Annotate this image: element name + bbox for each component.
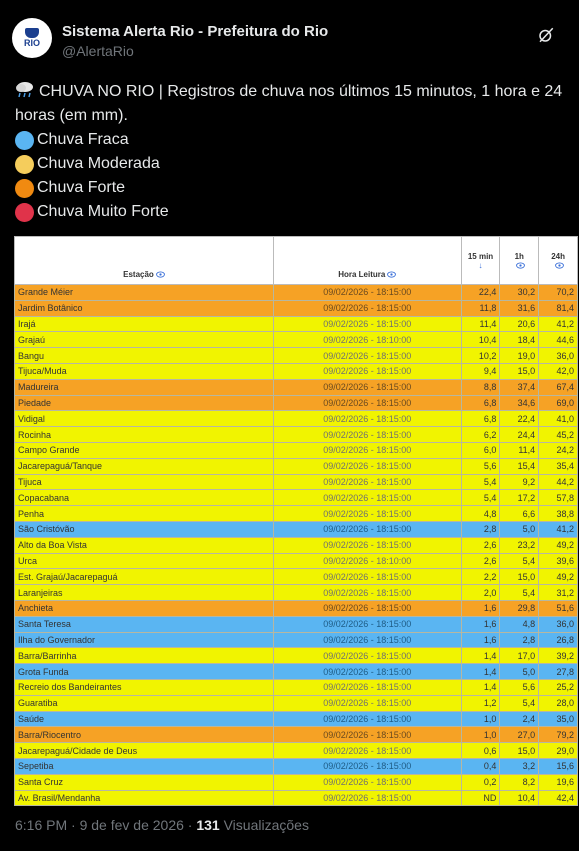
cell-hora: 09/02/2026 - 18:15:00 (273, 585, 461, 601)
legend-label: Chuva Muito Forte (37, 203, 169, 220)
author-handle[interactable]: @AlertaRio (62, 43, 134, 59)
table-row (15, 711, 578, 727)
cell-15min: 6,8 (461, 395, 500, 411)
alerta-rio-logo (18, 24, 46, 52)
author-block (62, 23, 328, 59)
cell-15min: 2,6 (461, 537, 500, 553)
table-row (15, 395, 578, 411)
table-row (15, 553, 578, 569)
cell-estacao: Campo Grande (15, 442, 274, 458)
cell-15min: 1,6 (461, 600, 500, 616)
table-row (15, 727, 578, 743)
cell-estacao: Jacarepaguá/Cidade de Deus (15, 743, 274, 759)
cell-15min: 1,6 (461, 616, 500, 632)
cell-hora: 09/02/2026 - 18:15:00 (273, 790, 461, 806)
cell-1h: 5,6 (500, 679, 539, 695)
cell-1h: 15,0 (500, 363, 539, 379)
table-row (15, 664, 578, 680)
cell-24h: 41,2 (539, 316, 578, 332)
cell-15min: 1,4 (461, 648, 500, 664)
cell-hora: 09/02/2026 - 18:15:00 (273, 727, 461, 743)
table-row (15, 585, 578, 601)
table-row (15, 285, 578, 301)
table-row (15, 774, 578, 790)
cell-hora: 09/02/2026 - 18:15:00 (273, 506, 461, 522)
cell-15min: 0,6 (461, 743, 500, 759)
cell-estacao: Anchieta (15, 600, 274, 616)
cell-24h: 35,4 (539, 458, 578, 474)
tweet-header (12, 18, 567, 68)
cell-15min: 4,8 (461, 506, 500, 522)
cell-24h: 24,2 (539, 442, 578, 458)
cell-15min: 2,6 (461, 553, 500, 569)
cell-24h: 26,8 (539, 632, 578, 648)
cell-estacao: Barra/Barrinha (15, 648, 274, 664)
cell-24h: 39,2 (539, 648, 578, 664)
cell-24h: 39,6 (539, 553, 578, 569)
cell-hora: 09/02/2026 - 18:15:00 (273, 616, 461, 632)
cell-1h: 19,0 (500, 348, 539, 364)
cell-24h: 51,6 (539, 600, 578, 616)
table-row (15, 616, 578, 632)
tweet-body (15, 80, 569, 128)
cell-hora: 09/02/2026 - 18:15:00 (273, 521, 461, 537)
table-row (15, 332, 578, 348)
table-row (15, 679, 578, 695)
avatar-logo-text: RIO (23, 38, 40, 48)
cell-15min: 6,0 (461, 442, 500, 458)
table-row (15, 379, 578, 395)
cell-1h: 10,4 (500, 790, 539, 806)
cell-hora: 09/02/2026 - 18:15:00 (273, 379, 461, 395)
cell-24h: 36,0 (539, 348, 578, 364)
table-row (15, 348, 578, 364)
cell-1h: 34,6 (500, 395, 539, 411)
cell-15min: 6,8 (461, 411, 500, 427)
cell-15min: 1,0 (461, 727, 500, 743)
cell-1h: 15,0 (500, 743, 539, 759)
cell-24h: 69,0 (539, 395, 578, 411)
cell-15min: 5,4 (461, 490, 500, 506)
table-row (15, 790, 578, 806)
cell-15min: 10,2 (461, 348, 500, 364)
cell-15min: 5,6 (461, 458, 500, 474)
cell-estacao: Av. Brasil/Mendanha (15, 790, 274, 806)
table-row (15, 648, 578, 664)
table-row (15, 521, 578, 537)
cell-1h: 20,6 (500, 316, 539, 332)
cell-estacao: Guaratiba (15, 695, 274, 711)
cell-hora: 09/02/2026 - 18:15:00 (273, 427, 461, 443)
cell-15min: 5,4 (461, 474, 500, 490)
cell-hora: 09/02/2026 - 18:15:00 (273, 679, 461, 695)
cell-24h: 70,2 (539, 285, 578, 301)
cell-estacao: Sepetiba (15, 758, 274, 774)
rain-table-body (15, 285, 578, 806)
cell-estacao: Ilha do Governador (15, 632, 274, 648)
cell-estacao: Copacabana (15, 490, 274, 506)
cell-1h: 24,4 (500, 427, 539, 443)
cell-1h: 2,8 (500, 632, 539, 648)
cell-hora: 09/02/2026 - 18:15:00 (273, 711, 461, 727)
cell-estacao: Saúde (15, 711, 274, 727)
cell-hora: 09/02/2026 - 18:15:00 (273, 285, 461, 301)
cell-estacao: Penha (15, 506, 274, 522)
legend-list (15, 128, 569, 224)
cell-1h: 18,4 (500, 332, 539, 348)
cell-estacao: Madureira (15, 379, 274, 395)
legend-dot-icon (15, 155, 34, 174)
cell-hora: 09/02/2026 - 18:15:00 (273, 600, 461, 616)
cell-hora: 09/02/2026 - 18:15:00 (273, 743, 461, 759)
header-15min[interactable] (461, 237, 500, 285)
cell-15min: 0,4 (461, 758, 500, 774)
table-row (15, 569, 578, 585)
cell-15min: 6,2 (461, 427, 500, 443)
table-row (15, 442, 578, 458)
cell-estacao: Barra/Riocentro (15, 727, 274, 743)
cell-1h: 2,4 (500, 711, 539, 727)
legend-item (15, 200, 569, 224)
table-row (15, 506, 578, 522)
cell-hora: 09/02/2026 - 18:15:00 (273, 648, 461, 664)
table-row (15, 490, 578, 506)
cell-15min: 1,0 (461, 711, 500, 727)
table-row (15, 537, 578, 553)
cell-estacao: Irajá (15, 316, 274, 332)
header-1h[interactable] (500, 237, 539, 285)
legend-label: Chuva Moderada (37, 155, 160, 172)
cell-estacao: Grota Funda (15, 664, 274, 680)
views-label: Visualizações (219, 817, 309, 833)
cell-15min: 8,8 (461, 379, 500, 395)
cell-hora: 09/02/2026 - 18:15:00 (273, 458, 461, 474)
cell-15min: 22,4 (461, 285, 500, 301)
cell-24h: 79,2 (539, 727, 578, 743)
table-row (15, 758, 578, 774)
cell-1h: 6,6 (500, 506, 539, 522)
header-24h[interactable] (539, 237, 578, 285)
cell-1h: 27,0 (500, 727, 539, 743)
cell-15min: 1,4 (461, 664, 500, 680)
cell-15min: 2,2 (461, 569, 500, 585)
cell-24h: 25,2 (539, 679, 578, 695)
cell-15min: 1,2 (461, 695, 500, 711)
cell-15min: 0,2 (461, 774, 500, 790)
legend-item (15, 128, 569, 152)
cell-estacao: Est. Grajaú/Jacarepaguá (15, 569, 274, 585)
cell-estacao: Tijuca/Muda (15, 363, 274, 379)
cell-24h: 41,0 (539, 411, 578, 427)
cell-1h: 15,0 (500, 569, 539, 585)
views-count: 131 (196, 817, 220, 833)
cell-1h: 17,0 (500, 648, 539, 664)
cell-24h: 38,8 (539, 506, 578, 522)
cell-estacao: Laranjeiras (15, 585, 274, 601)
sort-eye-icon[interactable] (555, 262, 564, 269)
header-hora-label: Hora Leitura (338, 270, 386, 279)
cell-estacao: Jardim Botânico (15, 300, 274, 316)
cell-hora: 09/02/2026 - 18:10:00 (273, 553, 461, 569)
cell-estacao: Santa Cruz (15, 774, 274, 790)
avatar[interactable] (12, 18, 52, 58)
table-row (15, 695, 578, 711)
cell-estacao: Grajaú (15, 332, 274, 348)
cell-24h: 45,2 (539, 427, 578, 443)
table-row (15, 300, 578, 316)
cell-1h: 5,4 (500, 553, 539, 569)
header-15min-label: 15 min (467, 251, 494, 261)
cell-24h: 29,0 (539, 743, 578, 759)
cell-24h: 42,0 (539, 363, 578, 379)
cell-1h: 31,6 (500, 300, 539, 316)
legend-item (15, 152, 569, 176)
cell-1h: 29,8 (500, 600, 539, 616)
crest-shape (25, 28, 39, 38)
cell-1h: 37,4 (500, 379, 539, 395)
legend-dot-icon (15, 179, 34, 198)
cell-24h: 15,6 (539, 758, 578, 774)
cell-hora: 09/02/2026 - 18:15:00 (273, 490, 461, 506)
cell-1h: 8,2 (500, 774, 539, 790)
cell-hora: 09/02/2026 - 18:15:00 (273, 664, 461, 680)
cell-hora: 09/02/2026 - 18:15:00 (273, 758, 461, 774)
cell-15min: 11,4 (461, 316, 500, 332)
header-1h-label: 1h (514, 251, 524, 261)
cell-estacao: Tijuca (15, 474, 274, 490)
cell-hora: 09/02/2026 - 18:15:00 (273, 774, 461, 790)
cell-estacao: Urca (15, 553, 274, 569)
table-header-row (15, 237, 578, 285)
legend-item (15, 176, 569, 200)
cell-24h: 44,2 (539, 474, 578, 490)
cell-15min: 1,4 (461, 679, 500, 695)
cell-estacao: Recreio dos Bandeirantes (15, 679, 274, 695)
cell-hora: 09/02/2026 - 18:15:00 (273, 316, 461, 332)
cell-24h: 27,8 (539, 664, 578, 680)
cell-estacao: Jacarepaguá/Tanque (15, 458, 274, 474)
timestamp[interactable]: 6:16 PM · 9 de fev de 2026 · (15, 817, 197, 833)
sort-down-arrow-icon[interactable]: ↓ (478, 260, 483, 270)
cell-hora: 09/02/2026 - 18:15:00 (273, 569, 461, 585)
cell-estacao: Santa Teresa (15, 616, 274, 632)
cell-24h: 28,0 (539, 695, 578, 711)
cell-hora: 09/02/2026 - 18:15:00 (273, 300, 461, 316)
cell-15min: 2,8 (461, 521, 500, 537)
table-row (15, 411, 578, 427)
cell-1h: 15,4 (500, 458, 539, 474)
cell-estacao: Alto da Boa Vista (15, 537, 274, 553)
table-row (15, 632, 578, 648)
legend-dot-icon (15, 203, 34, 222)
legend-label: Chuva Forte (37, 179, 126, 196)
cell-1h: 22,4 (500, 411, 539, 427)
table-row (15, 458, 578, 474)
sort-eye-icon[interactable] (156, 271, 165, 278)
cell-15min: 9,4 (461, 363, 500, 379)
rain-cloud-icon (15, 81, 35, 99)
table-row (15, 474, 578, 490)
table-row (15, 316, 578, 332)
cell-hora: 09/02/2026 - 18:15:00 (273, 695, 461, 711)
cell-hora: 09/02/2026 - 18:15:00 (273, 348, 461, 364)
cell-estacao: São Cristóvão (15, 521, 274, 537)
tweet-text (15, 80, 569, 224)
header-estacao[interactable] (15, 237, 274, 285)
header-24h-label: 24h (551, 251, 565, 261)
cell-hora: 09/02/2026 - 18:15:00 (273, 632, 461, 648)
cell-hora: 09/02/2026 - 18:10:00 (273, 332, 461, 348)
cell-24h: 49,2 (539, 537, 578, 553)
cell-hora: 09/02/2026 - 18:15:00 (273, 395, 461, 411)
rain-table-image[interactable] (14, 236, 577, 803)
cell-24h: 49,2 (539, 569, 578, 585)
cell-hora: 09/02/2026 - 18:15:00 (273, 363, 461, 379)
legend-dot-icon (15, 131, 34, 150)
author-name[interactable]: Sistema Alerta Rio - Prefeitura do Rio (62, 23, 329, 40)
cell-estacao: Rocinha (15, 427, 274, 443)
cell-24h: 81,4 (539, 300, 578, 316)
cell-24h: 42,4 (539, 790, 578, 806)
rain-table (14, 236, 578, 806)
cell-15min: 1,6 (461, 632, 500, 648)
cell-estacao: Piedade (15, 395, 274, 411)
cell-hora: 09/02/2026 - 18:15:00 (273, 442, 461, 458)
cell-24h: 36,0 (539, 616, 578, 632)
cell-hora: 09/02/2026 - 18:15:00 (273, 411, 461, 427)
header-hora[interactable] (273, 237, 461, 285)
header-estacao-label: Estação (123, 270, 154, 279)
cell-1h: 5,4 (500, 695, 539, 711)
cell-15min: 10,4 (461, 332, 500, 348)
cell-hora: 09/02/2026 - 18:15:00 (273, 474, 461, 490)
cell-1h: 23,2 (500, 537, 539, 553)
cell-1h: 5,0 (500, 521, 539, 537)
cell-estacao: Bangu (15, 348, 274, 364)
cell-1h: 3,2 (500, 758, 539, 774)
table-row (15, 600, 578, 616)
sort-eye-icon[interactable] (387, 271, 396, 278)
cell-1h: 30,2 (500, 285, 539, 301)
table-row (15, 363, 578, 379)
cell-estacao: Vidigal (15, 411, 274, 427)
cell-24h: 67,4 (539, 379, 578, 395)
grok-icon[interactable] (537, 26, 555, 44)
cell-15min: 11,8 (461, 300, 500, 316)
cell-1h: 5,0 (500, 664, 539, 680)
legend-label: Chuva Fraca (37, 131, 129, 148)
cell-15min: ND (461, 790, 500, 806)
cell-1h: 9,2 (500, 474, 539, 490)
tweet-footer (15, 817, 309, 833)
cell-1h: 5,4 (500, 585, 539, 601)
cell-hora: 09/02/2026 - 18:15:00 (273, 537, 461, 553)
cell-24h: 19,6 (539, 774, 578, 790)
table-row (15, 743, 578, 759)
tweet-body-text: CHUVA NO RIO | Registros de chuva nos últimos 15 minutos, 1 hora e 24 horas (em mm). (15, 83, 563, 124)
cell-24h: 41,2 (539, 521, 578, 537)
cell-24h: 44,6 (539, 332, 578, 348)
cell-1h: 17,2 (500, 490, 539, 506)
cell-15min: 2,0 (461, 585, 500, 601)
sort-eye-icon[interactable] (516, 262, 525, 269)
cell-estacao: Grande Méier (15, 285, 274, 301)
cell-1h: 4,8 (500, 616, 539, 632)
cell-24h: 35,0 (539, 711, 578, 727)
cell-24h: 31,2 (539, 585, 578, 601)
table-row (15, 427, 578, 443)
cell-1h: 11,4 (500, 442, 539, 458)
cell-24h: 57,8 (539, 490, 578, 506)
